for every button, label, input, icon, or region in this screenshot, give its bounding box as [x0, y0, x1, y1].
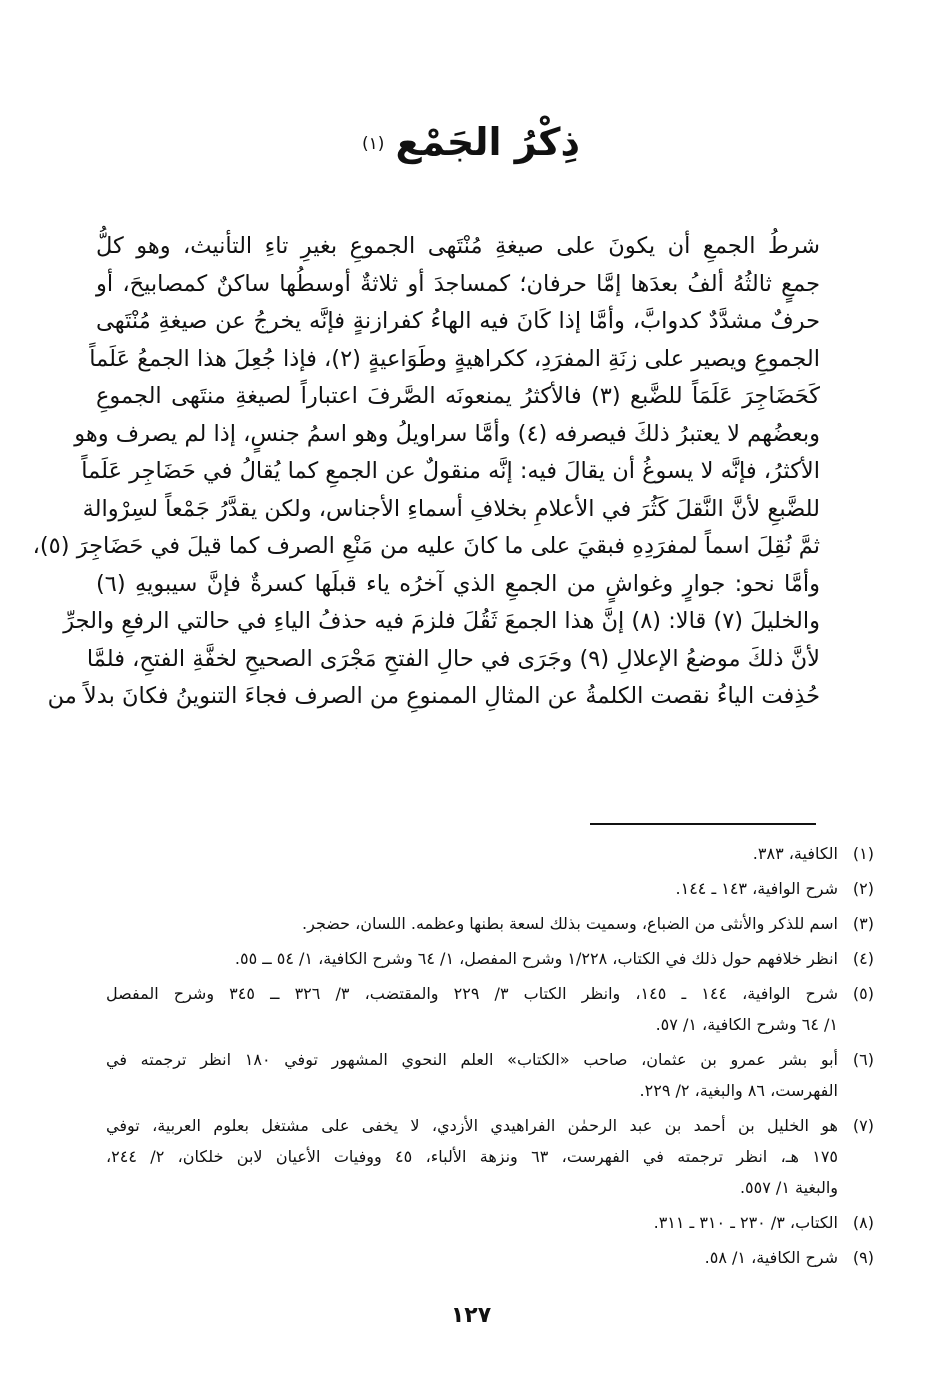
chapter-heading [0, 120, 942, 166]
footnote-text [106, 978, 838, 1040]
footnote-line: اسم للذكر والأنثى من الضباع، وسميت بذلك لسعة بطنها وعظمه. اللسان، حضجر. [302, 914, 838, 933]
body-line: وبعضُهم لا يعتبرُ ذلكَ فيصرفه (٤) وأمَّا سراويلُ وهو اسمُ جنسٍ، إذا لم يصرف وهو [74, 420, 820, 447]
footnote-text [106, 1044, 838, 1106]
footnote [106, 908, 874, 939]
footnote-line: والبغية ١/ ٥٥٧. [739, 1178, 838, 1197]
body-line: كَحَضَاجِرَ عَلَمَاً للضَّبع (٣) فالأكثرُ يمنعونَه الصَّرفَ اعتباراً لصيغةِ منتَهى الجموعِ [96, 383, 820, 409]
body-line: شرطُ الجمعِ أن يكونَ على صيغةِ مُنْتَهى الجموعِ بغيرِ تاءِ التأنيث، وهو كلُّ [96, 233, 820, 259]
footnote-line: ١/ ٦٤ وشرح الكافية، ١/ ٥٧. [655, 1015, 838, 1034]
footnote-number: (٤) [852, 949, 874, 968]
footnote-text [106, 1242, 838, 1273]
footnotes [106, 838, 874, 1277]
footnote-text [106, 1207, 838, 1238]
footnote-text [106, 1110, 838, 1203]
body-line: جمعٍ ثالثُهُ ألفُ بعدَها إمَّا حرفان؛ كمساجدَ أو ثلاثةٌ أوسطُها ساكنٌ كمصابيحَ، أو [96, 270, 820, 297]
footnote [106, 1242, 874, 1273]
page-number: ١٢٧ [450, 1303, 492, 1328]
footnote-line: الفهرست، ٨٦ والبغية، ٢/ ٢٢٩. [639, 1081, 838, 1100]
footnote-text [106, 908, 838, 939]
body-line: الجموعِ ويصير على زنَةِ المفرَدِ، ككراهيةٍ وطَوَاعيةٍ (٢)، فإذا جُعِلَ هذا الجمعُ عَلَماً [89, 345, 820, 372]
title-footnote-marker: (١) [361, 133, 385, 154]
footnote-line: ١٧٥ هـ، انظر ترجمته في الفهرست، ٦٣ ونزهة الألباء، ٤٥ ووفيات الأعيان لابن خلكان، ٢/ ٢٤٤، [106, 1147, 839, 1166]
footnote-number: (٦) [852, 1050, 874, 1069]
footnote-line: هو الخليل بن أحمد بن عبد الرحمٰن الفراهيدي الأزدي، لا يخفى على مشتغل بعلوم العربية، توفي [106, 1116, 838, 1135]
footnote-separator [590, 823, 816, 825]
footnote-line: الكافية، ٣٨٣. [752, 844, 838, 863]
footnote-text [106, 943, 838, 974]
footnote [106, 978, 874, 1040]
chapter-title: ذِكْرُ الجَمْع [395, 120, 581, 164]
body-line: وأمَّا نحو: جوارٍ وغواشٍ من الجمعِ الذي آخرُه ياء قبلَها كسرةٌ فإنَّ سيبويهِ (٦) [96, 570, 820, 597]
footnote-text [106, 873, 838, 904]
footnote-line: انظر خلافهم حول ذلك في الكتاب، ١/٢٢٨ وشرح المفصل، ١/ ٦٤ وشرح الكافية، ١/ ٥٤ ــ ٥٥. [234, 949, 838, 968]
footnote-line: شرح الكافية، ١/ ٥٨. [704, 1248, 838, 1267]
footnote [106, 838, 874, 869]
body-line: للضَّبعِ لأنَّ النَّقلَ كَثُرَ في الأعلامِ بخلافِ أسماءِ الأجناس، ولكن يقدَّرُ جَمْعاً لسِرْوالة [82, 495, 820, 522]
body-line: والخليلَ (٧) قالا: (٨) إنَّ هذا الجمعَ ثَقُلَ فلزمَ فيه حذفُ الياءِ في حالتي الرفعِ والجرِّ [63, 608, 820, 634]
footnote [106, 943, 874, 974]
footnote [106, 873, 874, 904]
body-text [32, 228, 820, 716]
footnote-number: (٩) [852, 1248, 874, 1267]
footnote [106, 1110, 874, 1203]
body-line: حرفٌ مشدَّدٌ كدوابَّ، وأمَّا إذا كَانَ فيه الهاءُ كفرازنةٍ فإنَّه يخرجُ عن صيغةِ مُنْتَهى [96, 308, 820, 334]
footnote-number: (٨) [852, 1213, 874, 1232]
body-line: الأكثرُ، فإنَّه لا يسوغُ أن يقالَ فيه: إنَّه منقولٌ عن الجمعِ كما يُقالُ في حَضَاجِر عَلَماً [81, 458, 820, 484]
footnote [106, 1207, 874, 1238]
footnote-number: (٧) [852, 1116, 874, 1135]
body-line: حُذِفت الياءُ نقصت الكلمةُ عن المثالِ الممنوعِ من الصرف فجاءَ التنوينُ فكانَ بدلاً من [47, 683, 820, 709]
footnote-text [106, 838, 838, 869]
body-line: ثمَّ نُقِلَ اسماً لمفرَدِهِ فبقيَ على ما كانَ عليه من مَنْعِ الصرف كما قيلَ في حَضَاجِرَ (٥)، [32, 533, 820, 559]
footnote-number: (١) [852, 844, 874, 863]
footnote [106, 1044, 874, 1106]
footnote-line: أبو بشر عمرو بن عثمان، صاحب «الكتاب» العلم النحوي المشهور توفي ١٨٠ انظر ترجمته في [106, 1050, 838, 1069]
footnote-number: (٥) [852, 984, 874, 1003]
footnote-number: (٣) [852, 914, 874, 933]
footnote-number: (٢) [852, 879, 874, 898]
footnote-line: شرح الوافية، ١٤٤ ـ ١٤٥، وانظر الكتاب ٣/ ٢٢٩ والمقتضب، ٣/ ٣٢٦ ــ ٣٤٥ وشرح المفصل [106, 984, 839, 1003]
footnote-line: الكتاب، ٣/ ٢٣٠ ـ ٣١٠ ـ ٣١١. [653, 1213, 838, 1232]
footnote-line: شرح الوافية، ١٤٣ ـ ١٤٤. [675, 879, 838, 898]
body-line: لأنَّ ذلكَ موضعُ الإعلالِ (٩) وجَرَى في حالِ الفتحِ مَجْرَى الصحيحِ لخفَّةِ الفتحِ، فلمَّا [86, 645, 820, 672]
